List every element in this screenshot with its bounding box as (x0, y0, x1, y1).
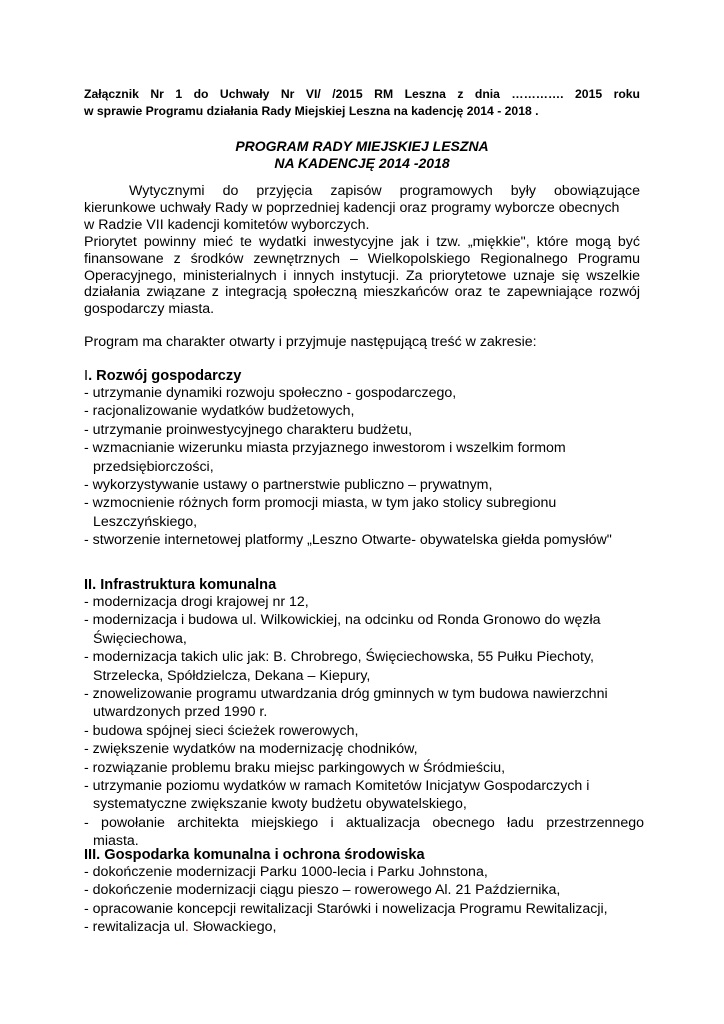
list-item: - utrzymanie dynamiki rozwoju społeczno - gospodarczego, (84, 385, 457, 401)
list-item: - zwiększenie wydatków na modernizację chodników, (84, 741, 418, 758)
text-line: gospodarczy miasta. (84, 301, 215, 318)
list-item-continuation: Strzelecka, Spółdzielcza, Dekana – Kiepury, (93, 667, 371, 684)
list-item (84, 918, 644, 936)
red-period: . (184, 919, 189, 936)
list-item: - utrzymanie poziomu wydatków w ramach Komitetów Inicjatyw Gospodarczych i (84, 778, 590, 795)
document-title-line-2: NA KADENCJĘ 2014 -2018 (274, 155, 450, 171)
section-1-list (84, 384, 644, 550)
list-item: - dokończenie modernizacji Parku 1000-lecia i Parku Johnstona, (84, 864, 488, 880)
section-3-list (84, 863, 644, 937)
section-title: . Rozwój gospodarczy (88, 368, 242, 384)
section-2-list (84, 593, 644, 851)
header-line-1: Załącznik Nr 1 do Uchwały Nr VI/ /2015 RM Leszna z dnia …………. 2015 roku (84, 87, 640, 101)
section-heading: III. Gospodarka komunalna i ochrona środowiska (84, 847, 425, 863)
section-heading: II. Infrastruktura komunalna (84, 577, 277, 593)
list-item-continuation: systematyczne zwiększanie kwoty budżetu obywatelskiego, (93, 796, 467, 813)
section-number: I (84, 368, 89, 384)
list-item: - wykorzystywanie ustawy o partnerstwie publiczno – prywatnym, (84, 477, 493, 494)
list-item: - racjonalizowanie wydatków budżetowych, (84, 403, 355, 420)
list-item: - dokończenie modernizacji ciągu pieszo – rowerowego Al. 21 Października, (84, 882, 561, 899)
text-line: Operacyjnego, ministerialnych i innych instytucji. Za priorytetowe uznaje się wszelkie (84, 267, 640, 284)
list-item: - modernizacja takich ulic jak: B. Chrobrego, Święciechowska, 55 Pułku Piechoty, (84, 649, 594, 666)
document-title-line-1: PROGRAM RADY MIEJSKIEJ LESZNA (235, 138, 489, 154)
intro-paragraph-2 (84, 234, 640, 318)
text-line: kierunkowe uchwały Rady w poprzedniej kadencji oraz programy wyborcze obecnych (84, 199, 620, 216)
text-line: finansowane z środków zewnętrznych – Wielkopolskiego Regionalnego Programu (84, 250, 640, 267)
list-item-continuation: Leszczyńskiego, (93, 513, 198, 530)
intro-paragraph-3: Program ma charakter otwarty i przyjmuje następującą treść w zakresie: (84, 334, 537, 350)
text-line: działania związane z integracją społeczną mieszkańców oraz te zapewniające rozwój (84, 284, 640, 301)
list-item: - budowa spójnej sieci ścieżek rowerowych, (84, 722, 359, 739)
list-item: - utrzymanie proinwestycyjnego charakteru budżetu, (84, 421, 413, 438)
list-item: - stworzenie internetowej platformy „Leszno Otwarte- obywatelska giełda pomysłów" (84, 532, 612, 549)
list-item: - modernizacja drogi krajowej nr 12, (84, 594, 309, 610)
list-item: - powołanie architekta miejskiego i aktualizacja obecnego ładu przestrzennego (84, 814, 644, 831)
list-item: - wzmacnianie wizerunku miasta przyjaznego inwestorom i wszelkim formom (84, 440, 566, 457)
list-item: - opracowanie koncepcji rewitalizacji Starówki i nowelizacja Programu Rewitalizacji, (84, 900, 608, 917)
section-heading (84, 367, 241, 385)
list-item: - wzmocnienie różnych form promocji miasta, w tym jako stolicy subregionu (84, 495, 557, 512)
list-item-continuation: Święciechowa, (93, 630, 187, 647)
text-line: Priorytet powinny mieć te wydatki inwestycyjne jak i tzw. „miękkie", które mogą być (84, 234, 640, 250)
header-line-2: w sprawie Programu działania Rady Miejskiej Leszna na kadencję 2014 - 2018 . (84, 104, 539, 118)
text-line: w Radzie VII kadencji komitetów wyborczych. (84, 216, 370, 233)
intro-paragraph-1 (84, 183, 640, 233)
list-item-text: - rewitalizacja ul (84, 919, 185, 936)
list-item: - rozwiązanie problemu braku miejsc parkingowych w Śródmieściu, (84, 759, 506, 776)
text-line: Wytycznymi do przyjęcia zapisów programowych były obowiązujące (129, 183, 640, 199)
list-item: - modernizacja i budowa ul. Wilkowickiej, na odcinku od Ronda Gronowo do węzła (84, 612, 601, 629)
list-item-continuation: utwardzonych przed 1990 r. (93, 704, 268, 721)
list-item-continuation: miasta. (93, 833, 139, 850)
list-item: - znowelizowanie programu utwardzania dróg gminnych w tym budowa nawierzchni (84, 686, 608, 703)
list-item-text: Słowackiego, (188, 919, 277, 936)
list-item-continuation: przedsiębiorczości, (93, 458, 214, 475)
